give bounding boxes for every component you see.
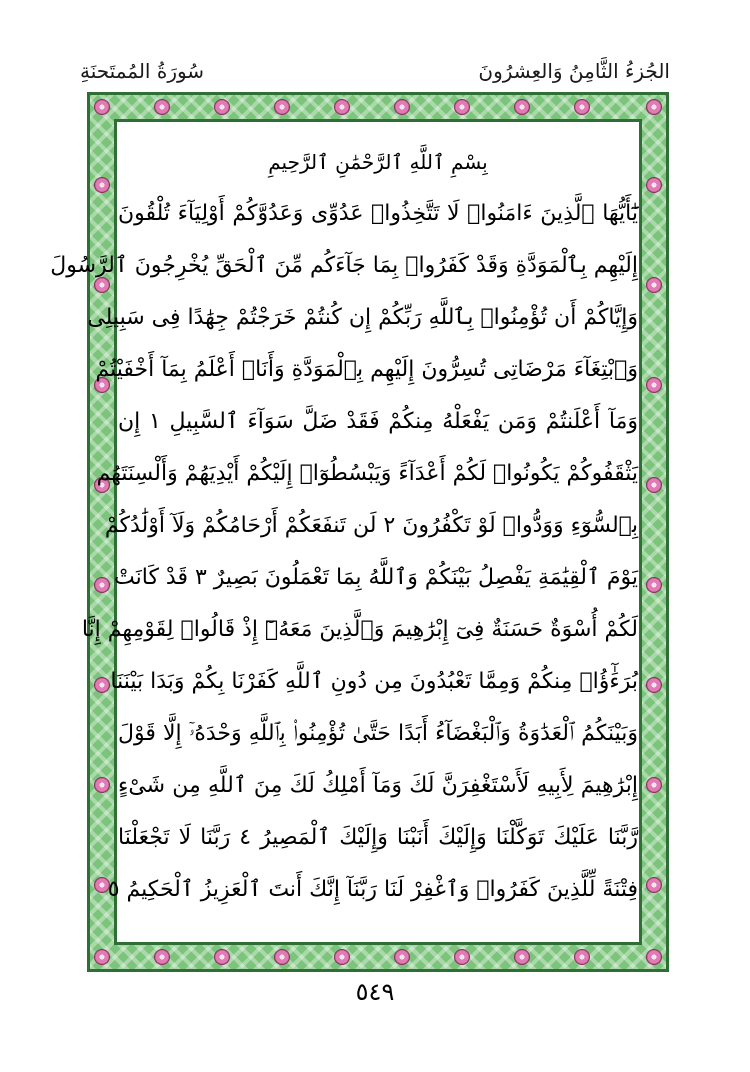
text-line: بُرَءَٰٓؤُا۟ مِنكُمْ وَمِمَّا تَعْبُدُونَ مِن دُونِ ٱللَّهِ كَفَرْنَا بِكُمْ وَبَدَا بَيْنَنَا xyxy=(110,669,638,694)
text-line: فِتْنَةً لِّلَّذِينَ كَفَرُوا۟ وَٱغْفِرْ لَنَا رَبَّنَآ إِنَّكَ أَنتَ ٱلْعَزِيزُ ٱلْحَكِيمُ ٥ xyxy=(107,877,638,902)
page-number: ٥٤٩ xyxy=(355,978,395,1006)
flower-ornament-icon xyxy=(335,950,349,964)
flower-ornament-icon xyxy=(647,578,661,592)
flower-ornament-icon xyxy=(335,100,349,114)
flower-ornament-icon xyxy=(575,950,589,964)
flower-ornament-icon xyxy=(515,100,529,114)
flower-ornament-icon xyxy=(515,950,529,964)
flower-ornament-icon xyxy=(647,378,661,392)
flower-ornament-icon xyxy=(647,278,661,292)
basmala: بِسْمِ ٱللَّهِ ٱلرَّحْمَٰنِ ٱلرَّحِيمِ xyxy=(268,150,488,174)
text-line: إِبْرَٰهِيمَ لِأَبِيهِ لَأَسْتَغْفِرَنَّ لَكَ وَمَآ أَمْلِكُ لَكَ مِنَ ٱللَّهِ مِن شَىْءٍ xyxy=(118,773,638,798)
text-line: وَبَيْنَكُمُ ٱلْعَدَٰوَةُ وَٱلْبَغْضَآءُ أَبَدًا حَتَّىٰ تُؤْمِنُوا۟ بِٱللَّهِ وَحْدَهُۥٓ إِلَّا قَوْلَ xyxy=(118,721,638,746)
text-line: يَوْمَ ٱلْقِيَٰمَةِ يَفْصِلُ بَيْنَكُمْ وَٱللَّهُ بِمَا تَعْمَلُونَ بَصِيرٌ ٣ قَدْ كَانَتْ xyxy=(114,565,638,590)
flower-ornament-icon xyxy=(395,950,409,964)
flower-ornament-icon xyxy=(95,578,109,592)
text-line: إِلَيْهِم بِٱلْمَوَدَّةِ وَقَدْ كَفَرُوا۟ بِمَا جَآءَكُم مِّنَ ٱلْحَقِّ يُخْرِجُونَ ٱلرَّسُولَ xyxy=(50,253,638,278)
quran-text xyxy=(50,150,639,920)
flower-ornament-icon xyxy=(575,100,589,114)
flower-ornament-icon xyxy=(455,100,469,114)
flower-ornament-icon xyxy=(95,178,109,192)
flower-ornament-icon xyxy=(95,678,109,692)
text-line: لَكُمْ أُسْوَةٌ حَسَنَةٌ فِىٓ إِبْرَٰهِيمَ وَٱلَّذِينَ مَعَهُۥٓ إِذْ قَالُوا۟ لِقَوْمِهِمْ إِنَّا xyxy=(81,617,638,642)
flower-ornament-icon xyxy=(395,100,409,114)
text-line: وَإِيَّاكُمْ أَن تُؤْمِنُوا۟ بِٱللَّهِ رَبِّكُمْ إِن كُنتُمْ خَرَجْتُمْ جِهَٰدًا فِى سَبِيلِى xyxy=(87,305,638,330)
flower-ornament-icon xyxy=(95,950,109,964)
flower-ornament-icon xyxy=(647,950,661,964)
flower-ornament-icon xyxy=(155,950,169,964)
text-line: يَٰٓأَيُّهَا ٱلَّذِينَ ءَامَنُوا۟ لَا تَتَّخِذُوا۟ عَدُوِّى وَعَدُوَّكُمْ أَوْلِيَآءَ تُلْقُونَ xyxy=(118,201,638,226)
flower-ornament-icon xyxy=(275,100,289,114)
flower-ornament-icon xyxy=(215,950,229,964)
juz-name: الجُزءُ الثَّامِنُ وَالعِشرُونَ xyxy=(478,59,670,83)
flower-ornament-icon xyxy=(95,778,109,792)
flower-ornament-icon xyxy=(275,950,289,964)
flower-ornament-icon xyxy=(647,778,661,792)
flower-ornament-icon xyxy=(647,878,661,892)
flower-ornament-icon xyxy=(647,678,661,692)
text-line: بِٱلسُّوٓءِ وَوَدُّوا۟ لَوْ تَكْفُرُونَ ٢ لَن تَنفَعَكُمْ أَرْحَامُكُمْ وَلَآ أَوْلَٰدُكُمْ xyxy=(104,513,638,538)
text-line: يَثْقَفُوكُمْ يَكُونُوا۟ لَكُمْ أَعْدَآءً وَيَبْسُطُوٓا۟ إِلَيْكُمْ أَيْدِيَهُمْ وَأَلْسِنَتَهُم xyxy=(96,461,638,486)
surah-name: سُورَةُ المُمتَحنَةِ xyxy=(80,59,205,83)
flower-ornament-icon xyxy=(647,100,661,114)
flower-ornament-icon xyxy=(215,100,229,114)
flower-ornament-icon xyxy=(455,950,469,964)
flower-ornament-icon xyxy=(95,100,109,114)
flower-ornament-icon xyxy=(95,878,109,892)
flower-ornament-icon xyxy=(647,178,661,192)
page-header xyxy=(80,54,670,88)
text-line: وَمَآ أَعْلَنتُمْ وَمَن يَفْعَلْهُ مِنكُمْ فَقَدْ ضَلَّ سَوَآءَ ٱلسَّبِيلِ ١ إِن xyxy=(118,409,638,434)
flower-ornament-icon xyxy=(155,100,169,114)
flower-ornament-icon xyxy=(647,478,661,492)
text-line: وَٱبْتِغَآءَ مَرْضَاتِى تُسِرُّونَ إِلَيْهِم بِٱلْمَوَدَّةِ وَأَنَا۠ أَعْلَمُ بِمَآ أَخْفَيْتُمْ xyxy=(95,357,638,382)
text-line: رَّبَّنَا عَلَيْكَ تَوَكَّلْنَا وَإِلَيْكَ أَنَبْنَا وَإِلَيْكَ ٱلْمَصِيرُ ٤ رَبَّنَا لَا تَجْعَلْنَا xyxy=(118,825,639,850)
